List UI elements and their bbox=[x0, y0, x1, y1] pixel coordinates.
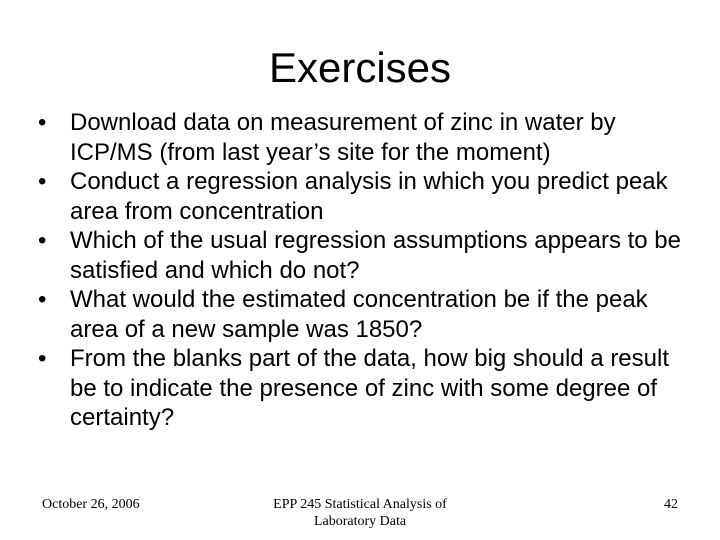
bullet-item bbox=[38, 108, 698, 167]
footer-course-title bbox=[240, 496, 480, 530]
bullet-text: Conduct a regression analysis in which you predict peak area from concentration bbox=[70, 168, 668, 225]
slide-title: Exercises bbox=[268, 44, 452, 91]
bullet-item bbox=[38, 226, 698, 285]
bullet-text: From the blanks part of the data, how big should a result be to indicate the presence of zinc with some degree of certainty? bbox=[70, 345, 670, 431]
bullet-dot-icon: • bbox=[38, 109, 47, 136]
bullet-item bbox=[38, 285, 698, 344]
bullet-item bbox=[38, 167, 698, 226]
footer-course-line-2: Laboratory Data bbox=[313, 514, 407, 529]
bullet-item bbox=[38, 344, 698, 433]
footer-date: October 26, 2006 bbox=[42, 497, 140, 512]
bullet-dot-icon: • bbox=[38, 345, 47, 372]
bullet-text: Which of the usual regression assumptions appears to be satisfied and which do not? bbox=[70, 227, 682, 284]
bullet-dot-icon: • bbox=[38, 227, 47, 254]
page-number: 42 bbox=[664, 497, 678, 512]
bullet-text: Download data on measurement of zinc in water by ICP/MS (from last year’s site for the moment) bbox=[70, 109, 616, 166]
bullet-dot-icon: • bbox=[38, 286, 47, 313]
bullet-dot-icon: • bbox=[38, 168, 47, 195]
footer-course-line-1: EPP 245 Statistical Analysis of bbox=[273, 497, 447, 512]
bullet-text: What would the estimated concentration be if the peak area of a new sample was 1850? bbox=[70, 286, 648, 343]
bullet-list bbox=[38, 108, 698, 433]
